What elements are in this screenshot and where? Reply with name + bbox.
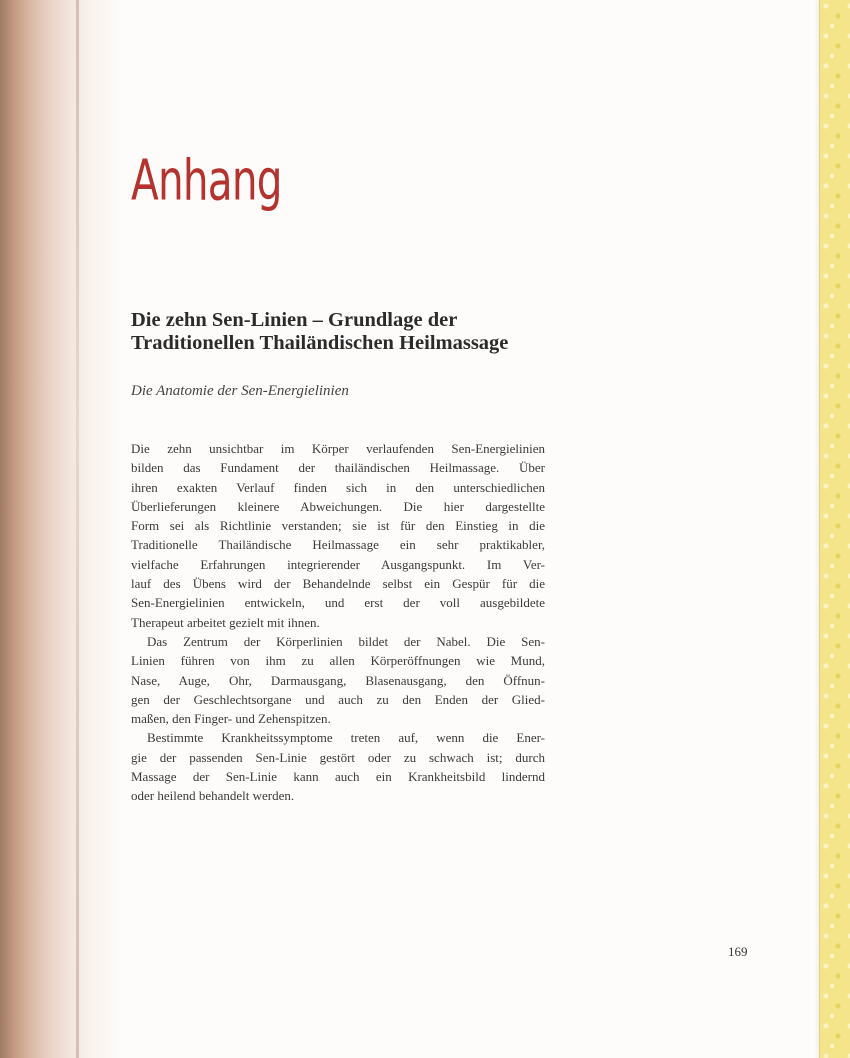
text-line: ihren exakten Verlauf finden sich in den unterschiedlichen xyxy=(131,479,545,495)
text-line: Die zehn unsichtbar im Körper verlaufenden Sen-Energielinien xyxy=(131,441,545,456)
text-line: Massage der Sen-Linie kann auch ein Krankheitsbild lindernd xyxy=(131,769,545,785)
text-line: maßen, den Finger- und Zehenspitzen. xyxy=(131,711,331,727)
text-line: Sen-Energielinien entwickeln, und erst der voll ausgebildete xyxy=(131,595,545,611)
text-line: gen der Geschlechtsorgane und auch zu den Enden der Glied- xyxy=(131,691,545,707)
chapter-title-lettering xyxy=(131,150,391,230)
text-line: oder heilend behandelt werden. xyxy=(131,788,295,804)
patterned-page-edge xyxy=(819,0,850,1058)
book-binding-gutter xyxy=(0,0,120,1058)
paragraph-1 xyxy=(131,439,545,632)
paragraph-3 xyxy=(131,728,545,805)
body-text xyxy=(131,439,545,806)
text-line: Form sei als Richtlinie verstanden; sie ist für den Einstieg in die xyxy=(131,518,545,534)
paragraph-2 xyxy=(131,632,545,728)
text-line: bilden das Fundament der thailändischen Heilmassage. Über xyxy=(131,460,545,476)
text-line: gie der passenden Sen-Linie gestört oder zu schwach ist; durch xyxy=(131,749,545,765)
chapter-title xyxy=(131,150,391,230)
text-line: Traditionelle Thailändische Heilmassage ein sehr praktikabler, xyxy=(131,537,545,553)
text-line: vielfache Erfahrungen integrierender Ausgangspunkt. Im Ver- xyxy=(131,556,545,572)
text-line: Bestimmte Krankheitssymptome treten auf, wenn die Ener- xyxy=(147,730,545,746)
text-line: Linien führen von ihm zu allen Körperöffnungen wie Mund, xyxy=(131,653,545,669)
text-line: Das Zentrum der Körperlinien bildet der Nabel. Die Sen- xyxy=(147,633,545,649)
chapter-title-text: Anhang xyxy=(131,150,282,214)
binding-fold-line xyxy=(76,0,79,1058)
text-line: Nase, Auge, Ohr, Darmausgang, Blasenausgang, den Öffnun- xyxy=(131,672,545,688)
section-subtitle: Die Anatomie der Sen-Energielinien xyxy=(131,383,349,399)
section-heading-line-2: Traditionellen Thailändischen Heilmassage xyxy=(131,332,509,354)
text-line: Therapeut arbeitet gezielt mit ihnen. xyxy=(131,614,320,630)
text-line: Überlieferungen kleinere Abweichungen. Die hier dargestellte xyxy=(131,498,545,514)
text-line: lauf des Übens wird der Behandelnde selbst ein Gespür für die xyxy=(131,576,545,592)
section-heading-line-1: Die zehn Sen-Linien – Grundlage der xyxy=(131,309,458,331)
page-number: 169 xyxy=(728,944,748,959)
section-heading xyxy=(131,309,691,355)
